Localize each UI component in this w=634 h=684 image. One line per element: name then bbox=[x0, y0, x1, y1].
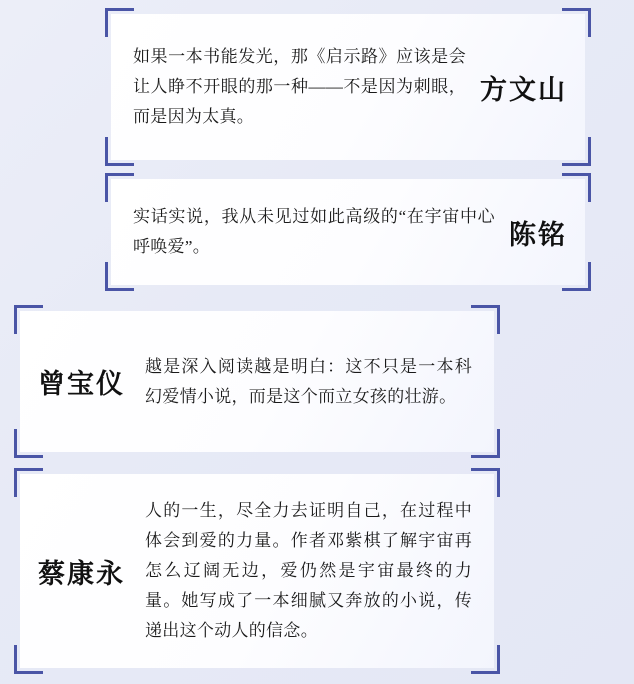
quote-card bbox=[14, 305, 500, 458]
quote-card bbox=[105, 8, 591, 166]
quote-text: 人的一生，尽全力去证明自己，在过程中体会到爱的力量。作者邓紫棋了解宇宙再怎么辽阔无边，爱仍然是宇宙最终的力量。她写成了一本细腻又奔放的小说，传递出这个动人的信念。 bbox=[145, 501, 472, 640]
quote-card bbox=[14, 468, 500, 674]
quote-card-body bbox=[111, 179, 585, 285]
quote-speaker-name: 蔡康永 bbox=[38, 558, 125, 589]
quote-card bbox=[105, 173, 591, 291]
quote-text: 实话实说，我从未见过如此高级的“在宇宙中心呼唤爱”。 bbox=[133, 207, 495, 256]
quote-card-body bbox=[20, 474, 494, 668]
quote-text: 如果一本书能发光，那《启示路》应该是会让人睁不开眼的那一种——不是因为刺眼，而是因为太真。 bbox=[133, 47, 466, 126]
quote-text: 越是深入阅读越是明白：这不只是一本科幻爱情小说，而是这个而立女孩的壮游。 bbox=[145, 356, 472, 406]
quote-speaker-name: 陈铭 bbox=[509, 219, 567, 250]
quote-speaker-name: 方文山 bbox=[480, 74, 567, 105]
quote-card-body bbox=[20, 311, 494, 452]
quote-card-body bbox=[111, 14, 585, 160]
quote-speaker-name: 曾宝仪 bbox=[38, 369, 125, 399]
